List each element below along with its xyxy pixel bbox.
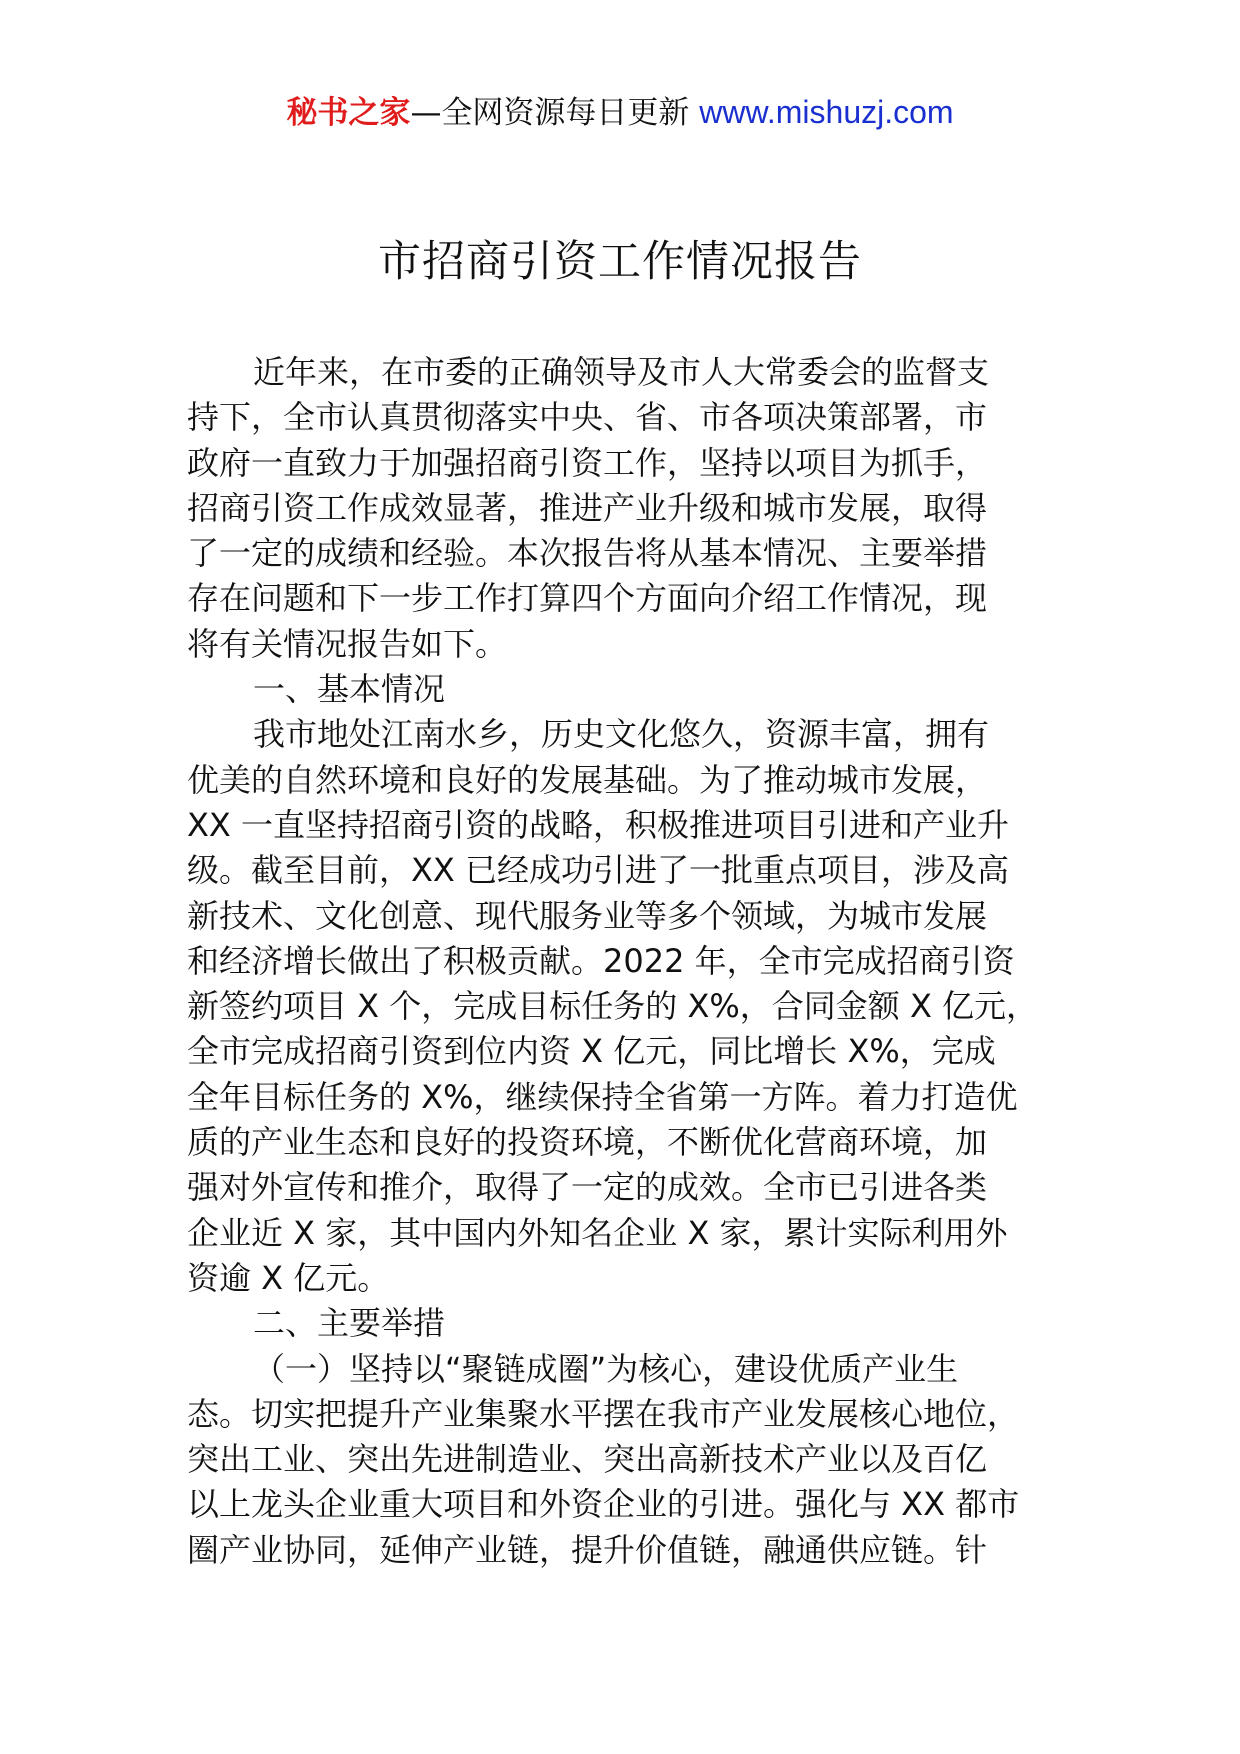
site-url-link[interactable]: www.mishuzj.com	[699, 94, 954, 130]
paragraph-line: 突出工业、突出先进制造业、突出高新技术产业以及百亿	[187, 1440, 988, 1479]
section-heading: 二、主要举措	[253, 1304, 446, 1343]
paragraph-line: 优美的自然环境和良好的发展基础。为了推动城市发展，	[187, 760, 988, 799]
paragraph-line: XX 一直坚持招商引资的战略，积极推进项目引进和产业升	[187, 805, 1010, 844]
paragraph-line: 和经济增长做出了积极贡献。2022 年，全市完成招商引资	[187, 941, 1015, 980]
document-title: 市招商引资工作情况报告	[378, 237, 862, 287]
paragraph-line: 持下，全市认真贯彻落实中央、省、市各项决策部署，市	[187, 398, 988, 437]
paragraph-line: 全年目标任务的 X%，继续保持全省第一方阵。着力打造优	[187, 1077, 1018, 1116]
paragraph-line: 质的产业生态和良好的投资环境，不断优化营商环境，加	[187, 1123, 988, 1162]
paragraph-line: 以上龙头企业重大项目和外资企业的引进。强化与 XX 都市	[187, 1485, 1020, 1524]
paragraph-line: 资逾 X 亿元。	[187, 1258, 390, 1297]
paragraph-line: 强对外宣传和推介，取得了一定的成效。全市已引进各类	[187, 1168, 988, 1207]
document-body	[187, 350, 1077, 1573]
paragraph-line: 圈产业协同，延伸产业链，提升价值链，融通供应链。针	[187, 1530, 988, 1569]
section-heading: 一、基本情况	[253, 670, 446, 709]
paragraph-line: 存在问题和下一步工作打算四个方面向介绍工作情况，现	[187, 579, 988, 618]
site-tagline: —全网资源每日更新	[410, 95, 700, 131]
paragraph-line: 我市地处江南水乡，历史文化悠久，资源丰富，拥有	[253, 715, 990, 754]
paragraph-line: 企业近 X 家，其中国内外知名企业 X 家，累计实际利用外	[187, 1213, 1008, 1252]
paragraph-line: 级。截至目前，XX 已经成功引进了一批重点项目，涉及高	[187, 851, 1010, 890]
paragraph-line: 态。切实把提升产业集聚水平摆在我市产业发展核心地位，	[187, 1394, 1020, 1433]
paragraph-line: 新签约项目 X 个，完成目标任务的 X%，合同金额 X 亿元，	[187, 987, 1039, 1026]
site-brand: 秘书之家	[286, 95, 411, 131]
paragraph-line: 全市完成招商引资到位内资 X 亿元，同比增长 X%，完成	[187, 1032, 996, 1071]
paragraph-line: 新技术、文化创意、现代服务业等多个领域，为城市发展	[187, 896, 988, 935]
paragraph-line: 招商引资工作成效显著，推进产业升级和城市发展，取得	[187, 488, 988, 527]
paragraph-line: 将有关情况报告如下。	[187, 624, 508, 663]
subsection-line: （一）坚持以“聚链成圈”为核心，建设优质产业生	[253, 1349, 959, 1388]
paragraph-line: 了一定的成绩和经验。本次报告将从基本情况、主要举措	[187, 534, 988, 573]
paragraph-line: 政府一直致力于加强招商引资工作，坚持以项目为抓手，	[187, 443, 988, 482]
site-header	[0, 92, 1240, 133]
paragraph-line: 近年来，在市委的正确领导及市人大常委会的监督支	[253, 353, 990, 391]
